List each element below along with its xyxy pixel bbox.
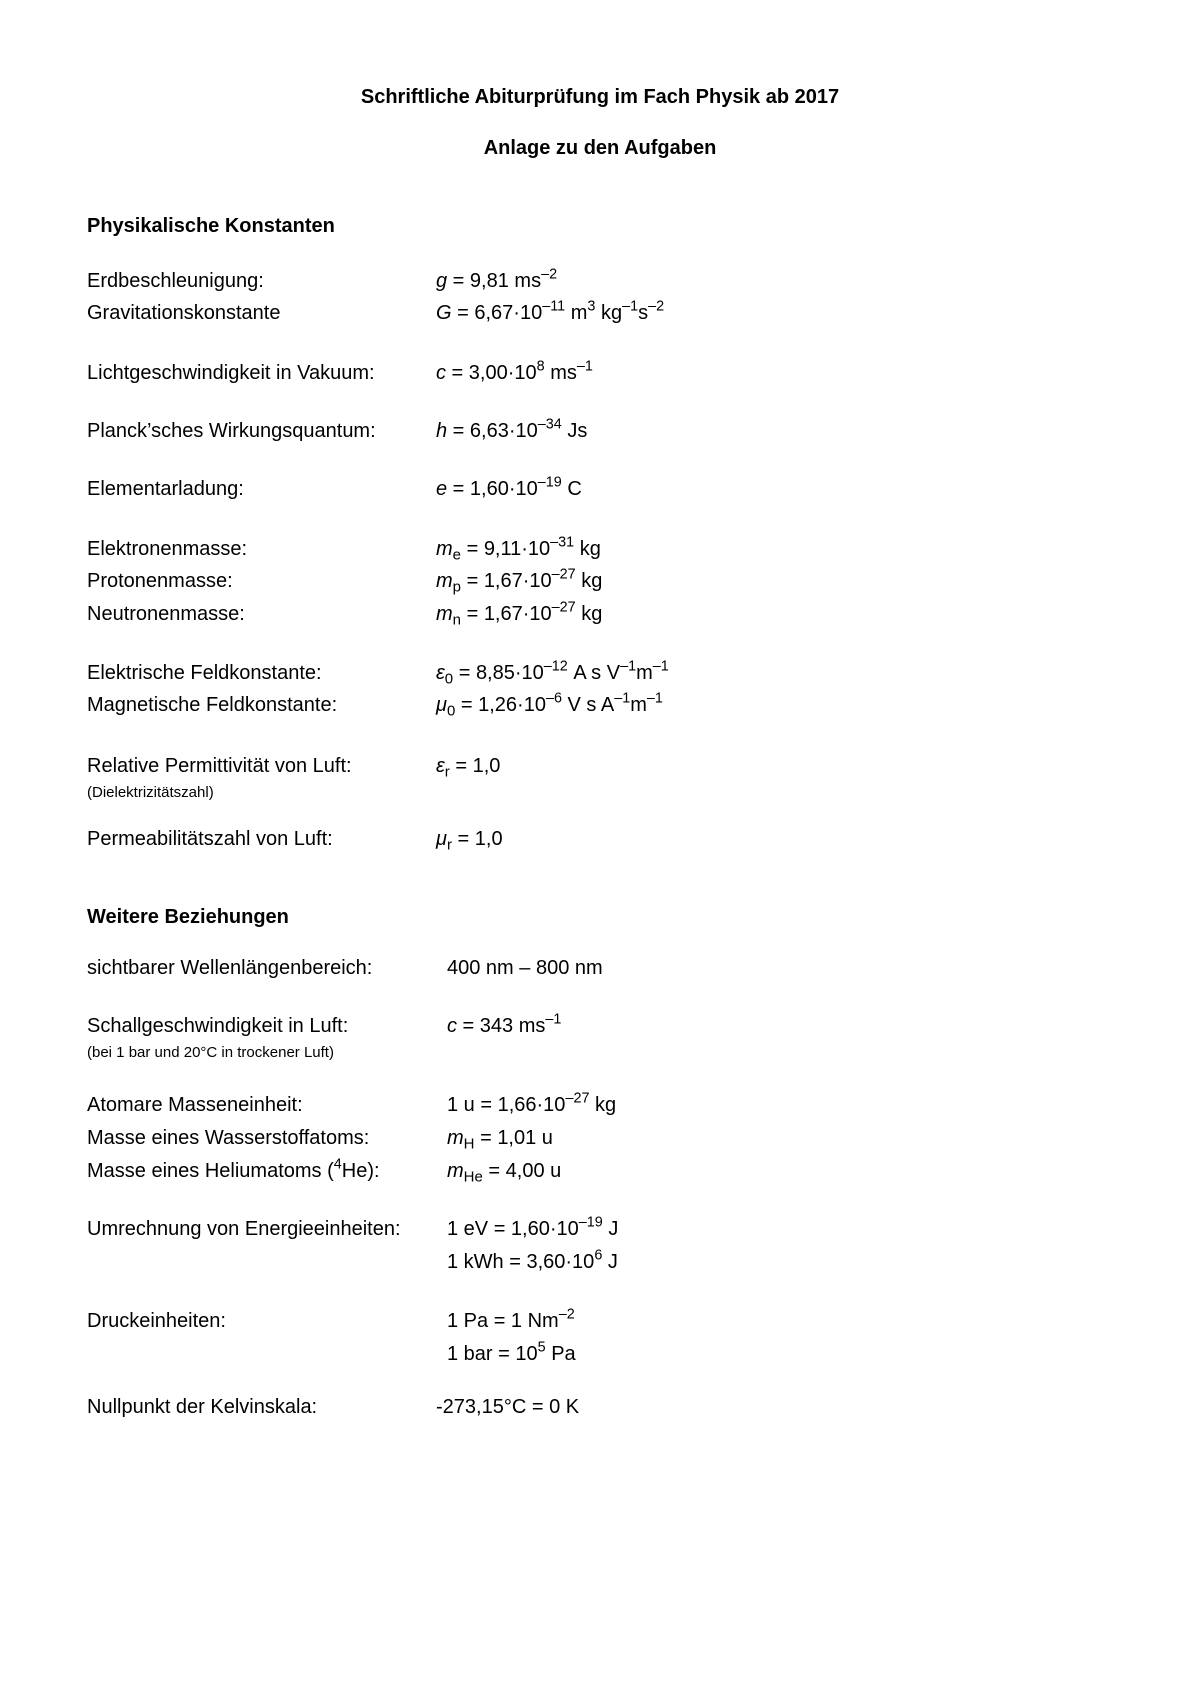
relation-value: $m_{He} = 4,00$ u [447, 1160, 562, 1186]
constant-label: Magnetische Feldkonstante: [87, 694, 338, 716]
constant-value: $G = 6,67\cdot 10^{-11}$ $m^3$ $kg^{-1}s^{-2}$ [436, 298, 665, 324]
constant-value: $e = 1,60\cdot 10^{-19}$ C [436, 474, 582, 500]
constant-label: Protonenmasse: [87, 570, 233, 592]
constant-label: Elementarladung: [87, 478, 244, 500]
constant-label: Relative Permittivität von Luft: [87, 755, 352, 777]
relation-value: 1 kWh = $3,60\cdot 10^6$ J [447, 1247, 618, 1273]
relation-label: Druckeinheiten: [87, 1310, 226, 1332]
constant-label: Permeabilitätszahl von Luft: [87, 828, 333, 850]
constant-value: $m_e = 9,11\cdot 10^{-31}$ kg [436, 534, 601, 564]
section-heading-constants: Physikalische Konstanten [87, 215, 335, 237]
constant-label: Neutronenmasse: [87, 603, 245, 625]
constant-label: Planck’sches Wirkungsquantum: [87, 420, 376, 442]
constant-label: Erdbeschleunigung: [87, 270, 264, 292]
relation-label: Schallgeschwindigkeit in Luft: [87, 1015, 349, 1037]
relation-value: 400 nm – 800 nm [447, 957, 603, 979]
constant-label: Elektrische Feldkonstante: [87, 662, 322, 684]
constant-value: $\mu_r = 1,0$ [436, 828, 503, 854]
constant-label: Lichtgeschwindigkeit in Vakuum: [87, 362, 375, 384]
relation-label: Nullpunkt der Kelvinskala: [87, 1396, 318, 1418]
constant-label: Elektronenmasse: [87, 538, 248, 560]
constant-value: $\mu_0 = 1,26\cdot 10^{-6}$ V s $A^{-1}m^{-1}$ [436, 690, 663, 720]
relation-value: -273,15°C = 0 K [436, 1396, 580, 1418]
relation-value: c = 343 $ms^{-1}$ [447, 1011, 562, 1037]
constant-value: $c = 3,00\cdot 10^8$ $ms^{-1}$ [436, 358, 593, 384]
relation-value: $m_H = 1,01$ u [447, 1127, 553, 1153]
relation-value: 1 bar = $10^5$ Pa [447, 1339, 576, 1365]
relation-value: 1 $u = 1,66\cdot 10^{-27}$ kg [447, 1090, 617, 1116]
relation-value: 1 Pa = 1 $Nm^{-2}$ [447, 1306, 575, 1332]
constant-value: $m_n = 1,67\cdot 10^{-27}$ kg [436, 599, 603, 629]
constant-value: $h = 6,63\cdot 10^{-34}$ Js [436, 416, 588, 442]
relation-note: (bei 1 bar und 20°C in trockener Luft) [87, 1044, 334, 1061]
page-subtitle: Anlage zu den Aufgaben [483, 137, 717, 159]
constant-value: g = 9,81 $ms^{-2}$ [436, 266, 558, 292]
section-heading-relations: Weitere Beziehungen [87, 906, 289, 928]
relation-label: Umrechnung von Energieeinheiten: [87, 1218, 401, 1240]
constant-label: Gravitationskonstante [87, 302, 281, 324]
relation-label: sichtbarer Wellenlängenbereich: [87, 957, 373, 979]
constant-value: $\varepsilon_0 = 8,85\cdot 10^{-12}$ A s $V^{-1}m^{-1}$ [436, 658, 669, 688]
relation-label: Masse eines Heliumatoms ($^4$He): [87, 1156, 380, 1182]
relation-value: 1 eV = $1,60\cdot 10^{-19}$ J [447, 1214, 619, 1240]
constant-value: $\varepsilon_r = 1,0$ [436, 755, 501, 781]
constant-note: (Dielektrizitätszahl) [87, 784, 214, 801]
page-title: Schriftliche Abiturprüfung im Fach Physik ab 2017 [360, 86, 840, 108]
constant-value: $m_p = 1,67\cdot 10^{-27}$ kg [436, 566, 603, 596]
relation-label: Atomare Masseneinheit: [87, 1094, 303, 1116]
relation-label: Masse eines Wasserstoffatoms: [87, 1127, 370, 1149]
